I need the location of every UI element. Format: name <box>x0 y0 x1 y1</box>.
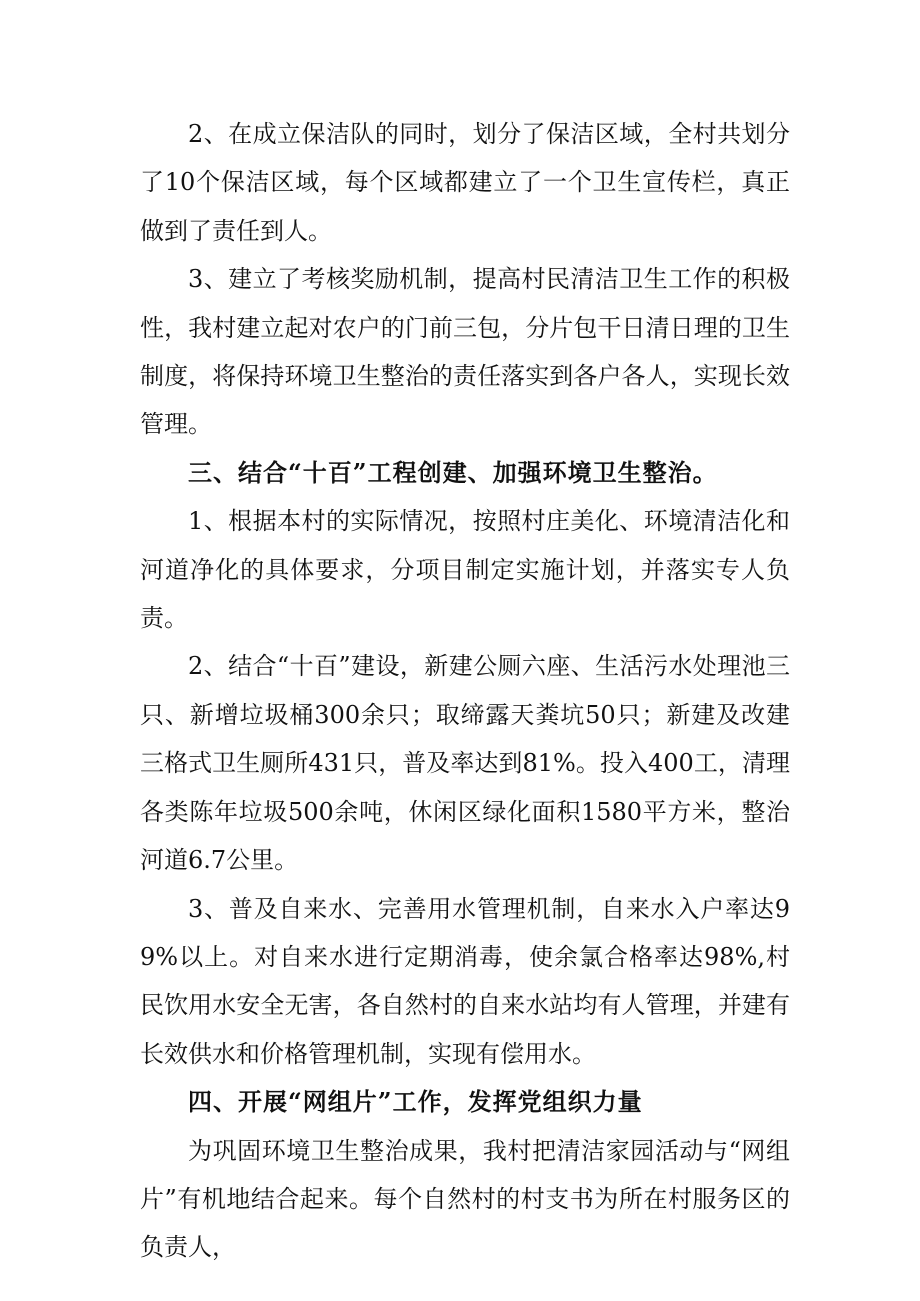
paragraph-construction-stats: 2、结合“十百”建设，新建公厕六座、生活污水处理池三只、新增垃圾桶300余只；取缔露天粪坑50只；新建及改建三格式卫生厕所431只，普及率达到81%。投入400工，清理各类陈年垃圾500余吨，休闲区绿化面积1580平方米，整治河道6.7公里。 <box>140 652 790 875</box>
paragraph-cleaning-zones: 2、在成立保洁队的同时，划分了保洁区域，全村共划分了10个保洁区域，每个区域都建立了一个卫生宣传栏，真正做到了责任到人。 <box>140 120 790 245</box>
paragraph-network-groups: 为巩固环境卫生整治成果，我村把清洁家园活动与“网组片”有机地结合起来。每个自然村的村支书为所在村服务区的负责人， <box>140 1136 790 1262</box>
section-heading-four: 四、开展“网组片”工作，发挥党组织力量 <box>188 1087 643 1117</box>
section-heading-three: 三、结合“十百”工程创建、加强环境卫生整治。 <box>188 457 718 487</box>
paragraph-implementation-plan: 1、根据本村的实际情况，按照村庄美化、环境清洁化和河道净化的具体要求，分项目制定实施计划，并落实专人负责。 <box>140 507 790 633</box>
document-page <box>140 110 790 1272</box>
paragraph-tap-water: 3、普及自来水、完善用水管理机制，自来水入户率达99%以上。对自来水进行定期消毒，使余氯合格率达98%,村民饮用水安全无害，各自然村的自来水站均有人管理，并建有长效供水和价格管理机制，实现有偿用水。 <box>140 894 790 1068</box>
paragraph-reward-mechanism: 3、建立了考核奖励机制，提高村民清洁卫生工作的积极性，我村建立起对农户的门前三包，分片包干日清日理的卫生制度，将保持环境卫生整治的责任落实到各户各人，实现长效管理。 <box>140 265 790 439</box>
